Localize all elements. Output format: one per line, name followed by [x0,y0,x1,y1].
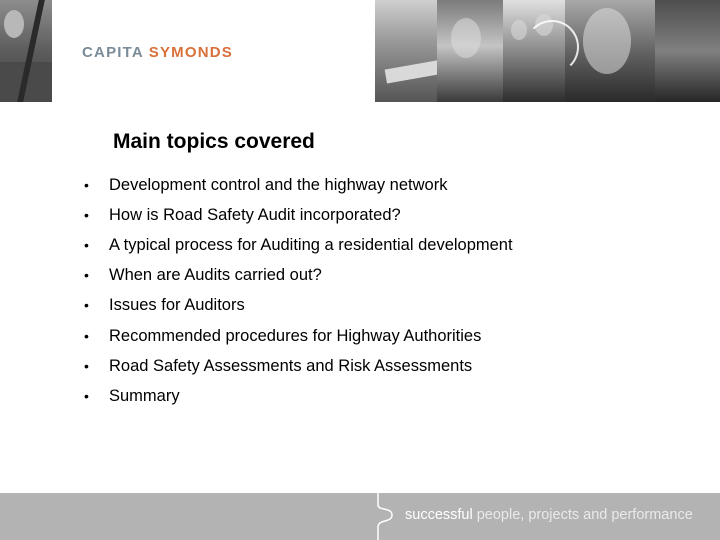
slide-header [0,0,720,102]
header-photo-left [0,0,52,102]
photo-segment-woman [437,0,503,102]
bullet-icon: • [84,297,89,313]
photo-segment-road [375,0,437,102]
topic-text: A typical process for Auditing a residential development [109,236,513,254]
topic-item [0,206,720,232]
topic-item [0,387,720,413]
bullet-icon: • [84,237,89,253]
topic-text: Summary [109,387,180,405]
header-photo-strip [375,0,720,102]
bullet-icon: • [84,388,89,404]
footer-tagline [405,507,693,523]
topic-item [0,357,720,383]
topic-text: Road Safety Assessments and Risk Assessments [109,357,473,375]
bullet-icon: • [84,358,89,374]
topic-text: Issues for Auditors [109,296,245,314]
footer-band [0,493,720,540]
topic-text: Recommended procedures for Highway Authorities [109,327,482,345]
photo-segment-city [655,0,720,102]
tagline-strong: successful [405,507,473,523]
topic-item [0,266,720,292]
bullet-icon: • [84,328,89,344]
topic-item [0,176,720,202]
logo-word-symonds: SYMONDS [148,44,233,61]
slide-title: Main topics covered [113,130,315,153]
puzzle-outline-icon [525,20,579,74]
topic-text: When are Audits carried out? [109,266,322,284]
logo-word-capita: CAPITA [82,44,144,61]
tagline-rest: people, projects and performance [472,507,693,523]
puzzle-edge-icon [376,493,398,540]
bullet-icon: • [84,177,89,193]
topic-item [0,236,720,262]
company-logo [82,44,233,61]
topic-text: Development control and the highway network [109,176,448,194]
bullet-icon: • [84,207,89,223]
topic-text: How is Road Safety Audit incorporated? [109,206,401,224]
bullet-icon: • [84,267,89,283]
topic-item [0,296,720,322]
topic-item [0,327,720,353]
